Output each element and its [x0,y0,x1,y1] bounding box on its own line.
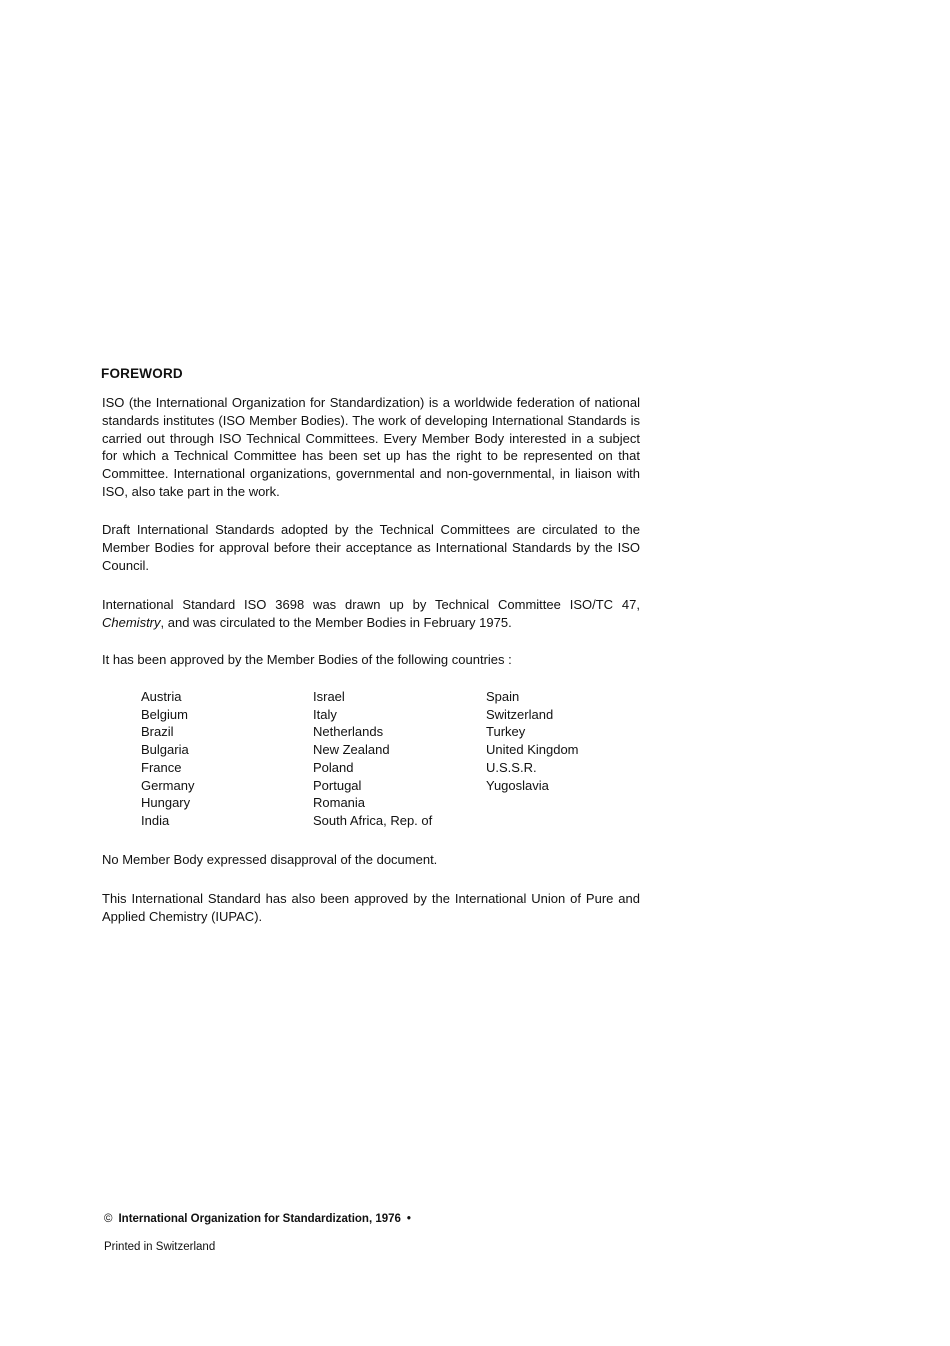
country-item: U.S.S.R. [486,759,537,775]
country-item: Germany [141,777,195,793]
country-item: New Zealand [313,742,390,758]
foreword-heading: FOREWORD [101,366,183,381]
countries-column-1 [141,688,194,830]
country-item: Brazil [141,724,174,740]
printed-in-note: Printed in Switzerland [104,1241,216,1253]
countries-column-2 [313,688,432,830]
bullet-icon: • [406,1213,411,1225]
country-item: Israel [313,689,345,704]
foreword-paragraph-iso-intro: ISO (the International Organization for Standardization) is a worldwide federation of national standards institutes (ISO Member Bodies). The work of developing International Standards is carried out through ISO Technical Committees. Every Member Body interested in a subject for which a Technical Committee has been set up has the right to be represented on that Committee. International organizations, governmental and non-governmental, in liaison with ISO, also take part in the work. [102,395,640,499]
country-item: France [141,759,182,775]
copyright-icon: © [104,1213,113,1225]
country-item: United Kingdom [486,742,579,758]
foreword-paragraph-draft-standards: Draft International Standards adopted by the Technical Committees are circulated to the Member Bodies for approval before their acceptance as International Standards by the ISO Council. [102,522,640,573]
country-item: Bulgaria [141,742,189,758]
standard-origin-text-after: , and was circulated to the Member Bodies in February 1975. [160,614,512,630]
country-item: South Africa, Rep. of [313,812,433,828]
foreword-paragraph-approval-intro: It has been approved by the Member Bodies of the following countries : [102,652,512,667]
country-item: Netherlands [313,724,384,740]
copyright-text: International Organization for Standardization, 1976 [118,1213,401,1225]
country-item: Portugal [313,777,362,793]
foreword-paragraph-standard-origin [102,596,640,632]
country-item: Switzerland [486,706,554,722]
countries-column-3 [486,688,579,794]
country-item: Austria [141,689,182,704]
committee-name: Chemistry [102,614,161,630]
foreword-paragraph-no-disapproval: No Member Body expressed disapproval of the document. [102,852,438,867]
copyright-line [104,1213,411,1225]
country-item: India [141,812,170,828]
country-item: Romania [313,795,366,811]
country-item: Poland [313,759,354,775]
country-item: Turkey [486,724,526,740]
country-item: Hungary [141,795,191,811]
country-item: Spain [486,689,520,704]
country-item: Italy [313,706,337,722]
standard-origin-text-before: International Standard ISO 3698 was drawn up by Technical Committee ISO/TC 47, [102,597,640,612]
country-item: Yugoslavia [486,777,549,793]
country-item: Belgium [141,706,188,722]
foreword-paragraph-iupac-approval: This International Standard has also been approved by the International Union of Pure and Applied Chemistry (IUPAC). [102,891,640,924]
